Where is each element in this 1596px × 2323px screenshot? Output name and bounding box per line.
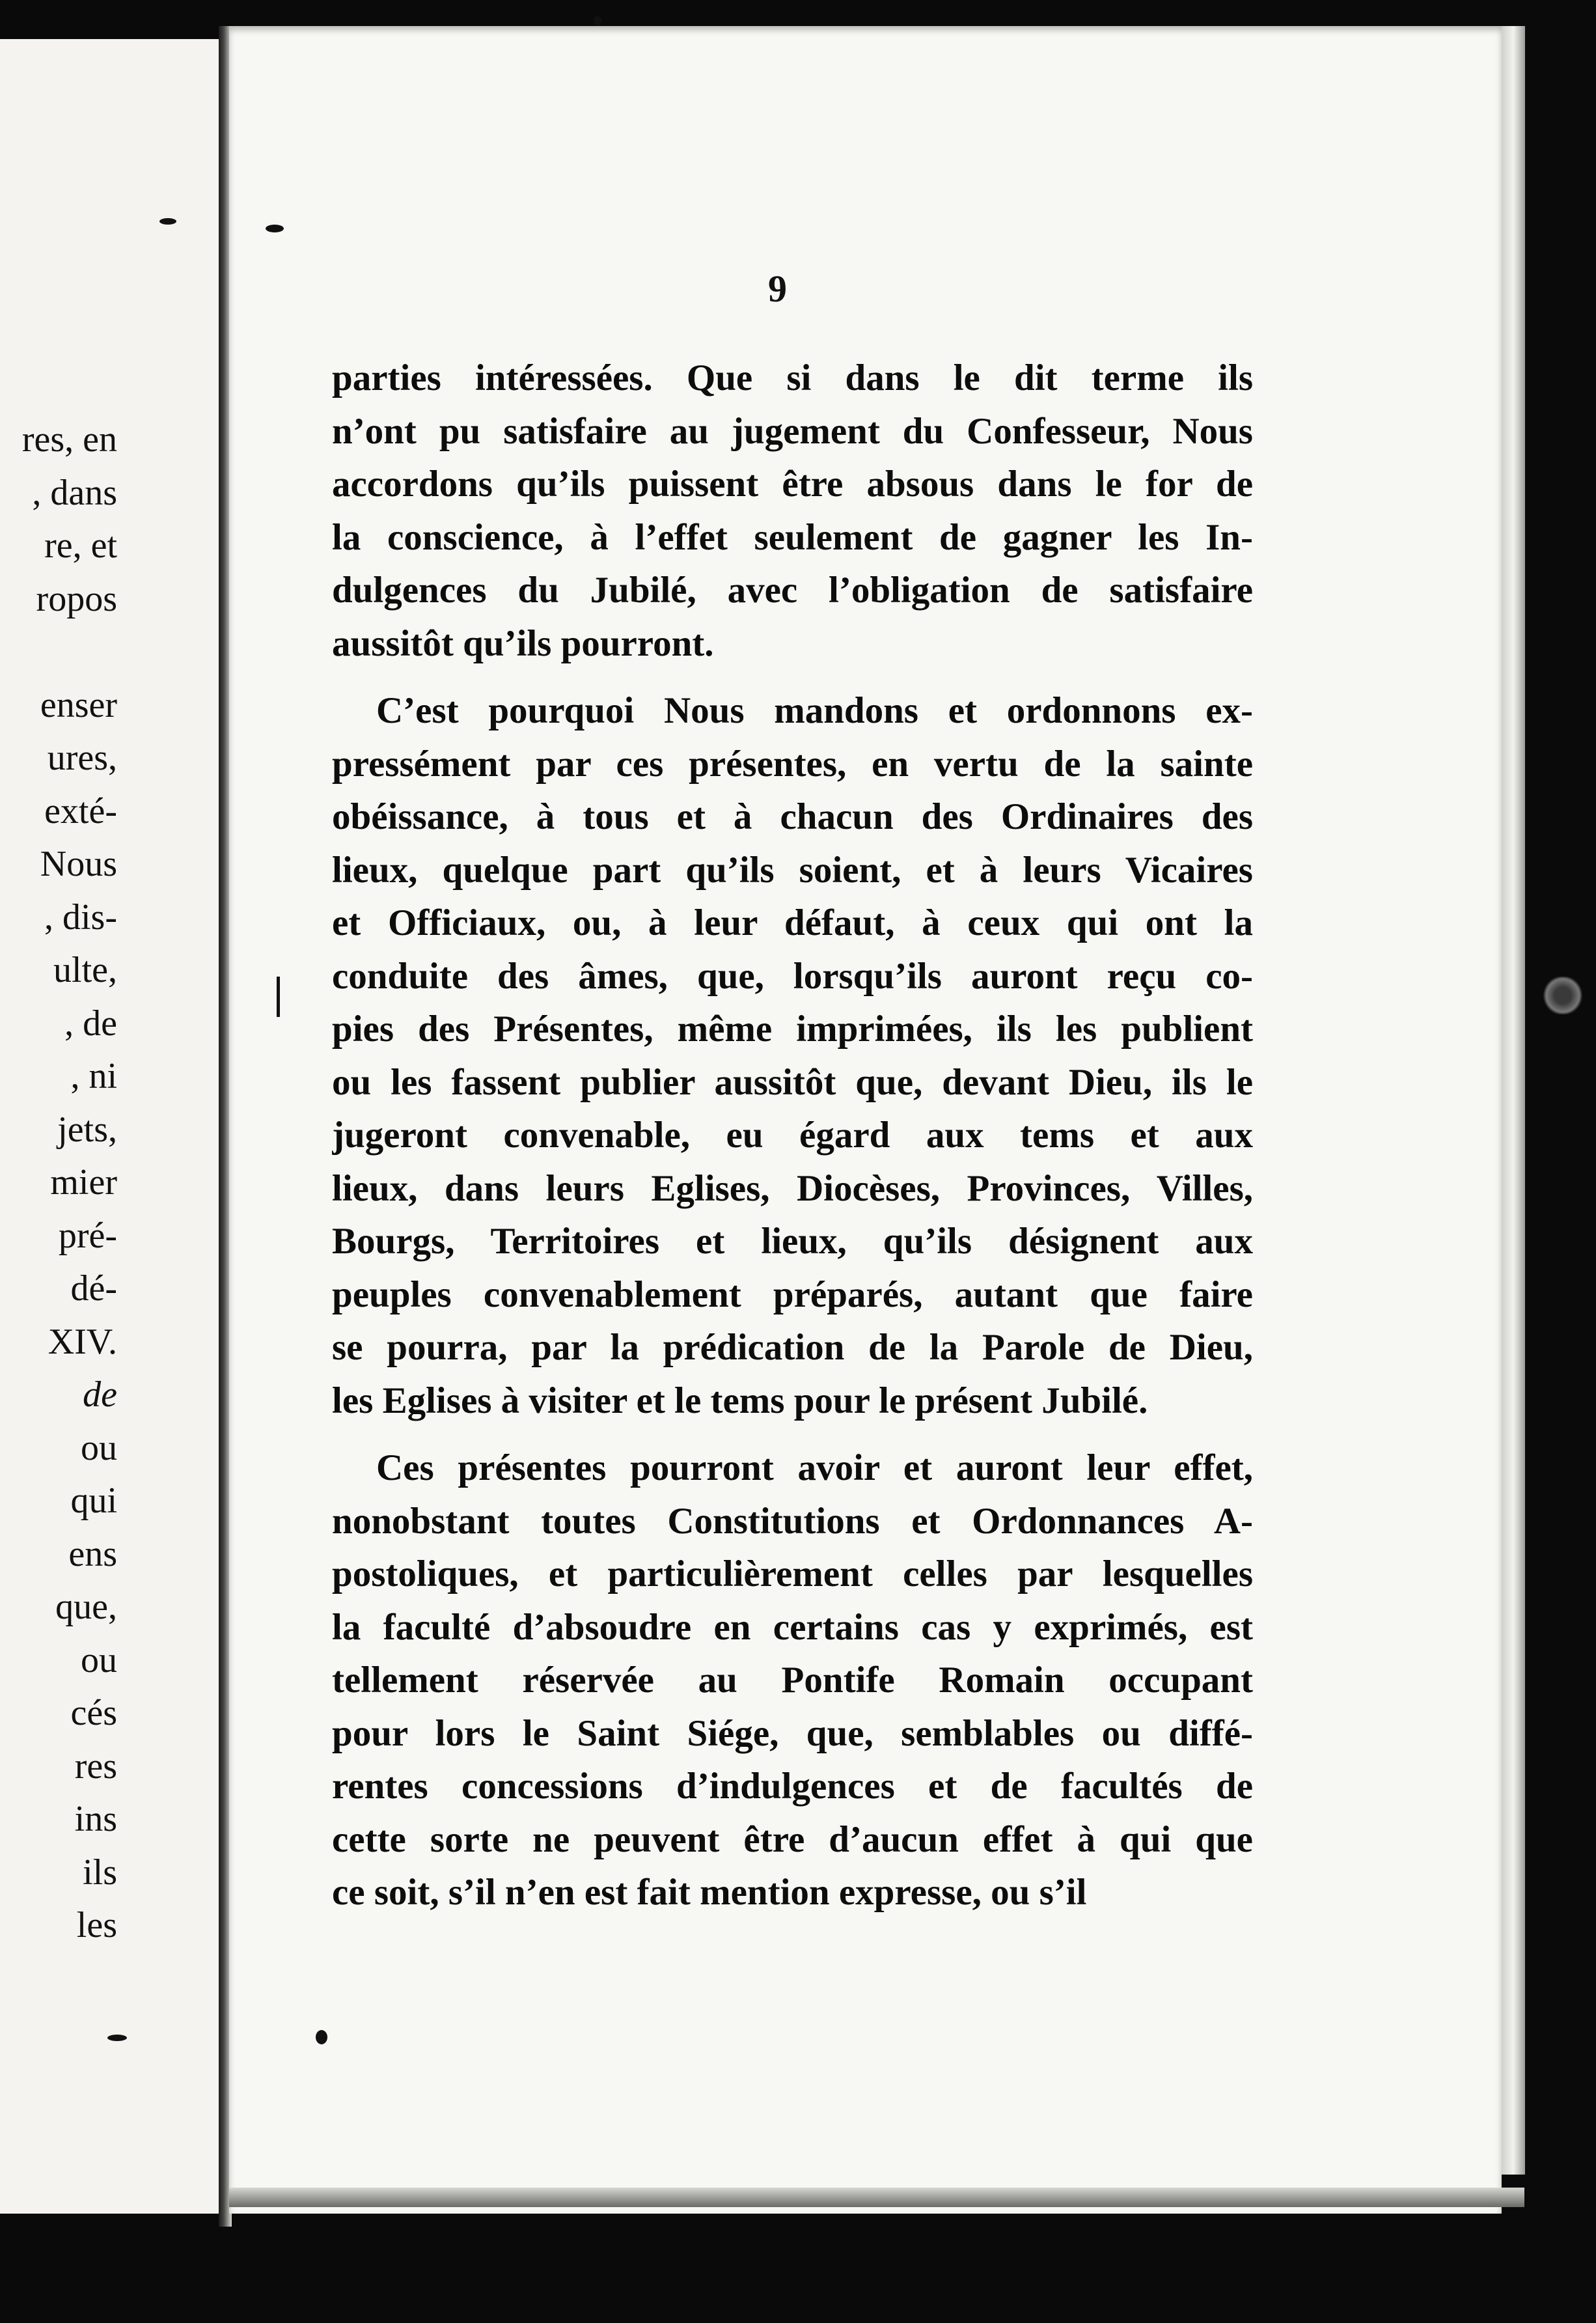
text-line: les Eglises à visiter et le tems pour le présent Jubilé.	[332, 1380, 1148, 1421]
previous-page-line-fragment: ins	[74, 1799, 117, 1839]
text-line: n’ont pu satisfaire au jugement du Confesseur, Nous	[332, 410, 1253, 452]
ink-speck	[316, 2030, 327, 2044]
previous-page-line-fragment: dé-	[70, 1268, 117, 1309]
previous-page-line-fragment: Nous	[40, 844, 117, 884]
previous-page-line-fragment: re, et	[44, 525, 117, 566]
text-line: ou les fassent publier aussitôt que, devant Dieu, ils le	[332, 1061, 1253, 1103]
text-line: Ces présentes pourront avoir et auront leur effet,	[376, 1447, 1253, 1488]
text-line: lieux, quelque part qu’ils soient, et à leurs Vicaires	[332, 849, 1253, 891]
margin-mark	[277, 977, 280, 1017]
previous-page-line-fragment: ou	[81, 1639, 117, 1680]
previous-page-line-fragment	[22, 626, 117, 679]
text-line: pour lors le Saint Siége, que, semblables ou diffé-	[332, 1712, 1253, 1754]
previous-page-line-fragment: res, en	[21, 419, 117, 460]
previous-page-line-fragment: enser	[40, 684, 117, 725]
text-line: la faculté d’absoudre en certains cas y exprimés, est	[332, 1606, 1253, 1648]
text-line: conduite des âmes, que, lorsqu’ils auront reçu co-	[332, 955, 1253, 997]
text-line: pies des Présentes, même imprimées, ils les publient	[332, 1008, 1253, 1050]
text-line: et Officiaux, ou, à leur défaut, à ceux qui ont la	[332, 902, 1253, 943]
text-line: rentes concessions d’indulgences et de facultés de	[332, 1766, 1253, 1807]
paragraph	[332, 1441, 1253, 1919]
previous-page-line-fragment: ils	[83, 1852, 117, 1893]
previous-page-line-fragment: les	[76, 1905, 117, 1945]
previous-page-line-fragment: cés	[70, 1693, 117, 1733]
text-line: lieux, dans leurs Eglises, Diocèses, Provinces, Villes,	[332, 1167, 1253, 1209]
page-bottom-edge	[229, 2188, 1524, 2207]
text-line: nonobstant toutes Constitutions et Ordonnances A-	[332, 1500, 1253, 1542]
ink-speck	[159, 218, 176, 225]
previous-page-line-fragment: ropos	[36, 578, 117, 619]
text-line: dulgences du Jubilé, avec l’obligation de satisfaire	[332, 570, 1253, 611]
ink-speck	[266, 225, 284, 232]
previous-page-line-fragment: de	[83, 1374, 117, 1415]
ink-speck	[594, 16, 601, 25]
previous-page-line-fragment: ulte,	[53, 950, 117, 990]
previous-page-line-fragment: res	[74, 1746, 117, 1787]
previous-page-text	[22, 413, 117, 1953]
text-line: se pourra, par la prédication de la Parole de Dieu,	[332, 1327, 1253, 1368]
previous-page-line-fragment: XIV.	[48, 1321, 117, 1362]
paragraph	[332, 684, 1253, 1427]
text-line: pressément par ces présentes, en vertu de la sainte	[332, 743, 1253, 785]
previous-page-line-fragment: exté-	[44, 790, 117, 831]
previous-page-line-fragment: qui	[70, 1481, 117, 1521]
text-line: obéissance, à tous et à chacun des Ordinaires des	[332, 796, 1253, 837]
previous-page-line-fragment: ures,	[47, 738, 117, 778]
text-line: Bourgs, Territoires et lieux, qu’ils désignent aux	[332, 1221, 1253, 1262]
page-number: 9	[768, 268, 787, 310]
text-line: parties intéressées. Que si dans le dit terme ils	[332, 357, 1253, 398]
previous-page-line-fragment: que,	[55, 1587, 117, 1627]
page-edge	[1502, 26, 1525, 2175]
text-line: tellement réservée au Pontife Romain occupant	[332, 1660, 1253, 1701]
previous-page-line-fragment: , dans	[32, 472, 117, 513]
text-line: aussitôt qu’ils pourront.	[332, 622, 714, 664]
text-line: jugeront convenable, eu égard aux tems et aux	[332, 1115, 1253, 1156]
text-line: la conscience, à l’effet seulement de gagner les In-	[332, 516, 1253, 558]
previous-page-line-fragment: , de	[64, 1003, 117, 1044]
text-line: postoliques, et particulièrement celles par lesquelles	[332, 1553, 1253, 1594]
paragraph	[332, 352, 1253, 670]
previous-page-line-fragment: , dis-	[44, 897, 117, 938]
text-line: ce soit, s’il n’en est fait mention expresse, ou s’il	[332, 1872, 1087, 1913]
text-line: C’est pourquoi Nous mandons et ordonnons ex-	[376, 690, 1253, 731]
previous-page-line-fragment: jets,	[57, 1109, 117, 1150]
previous-page	[0, 39, 221, 2214]
previous-page-line-fragment: ens	[68, 1533, 117, 1574]
text-line: peuples convenablement préparés, autant que faire	[332, 1273, 1253, 1315]
previous-page-line-fragment: , ni	[70, 1056, 117, 1096]
previous-page-line-fragment: mier	[50, 1162, 117, 1203]
page-body-text	[332, 352, 1253, 1934]
text-line: cette sorte ne peuvent être d’aucun effet à qui que	[332, 1818, 1253, 1860]
text-line: accordons qu’ils puissent être absous dans le for de	[332, 464, 1253, 505]
previous-page-line-fragment: ou	[81, 1427, 117, 1468]
ink-blot	[1543, 977, 1583, 1014]
ink-speck	[107, 2035, 127, 2041]
previous-page-line-fragment: pré-	[58, 1215, 117, 1256]
